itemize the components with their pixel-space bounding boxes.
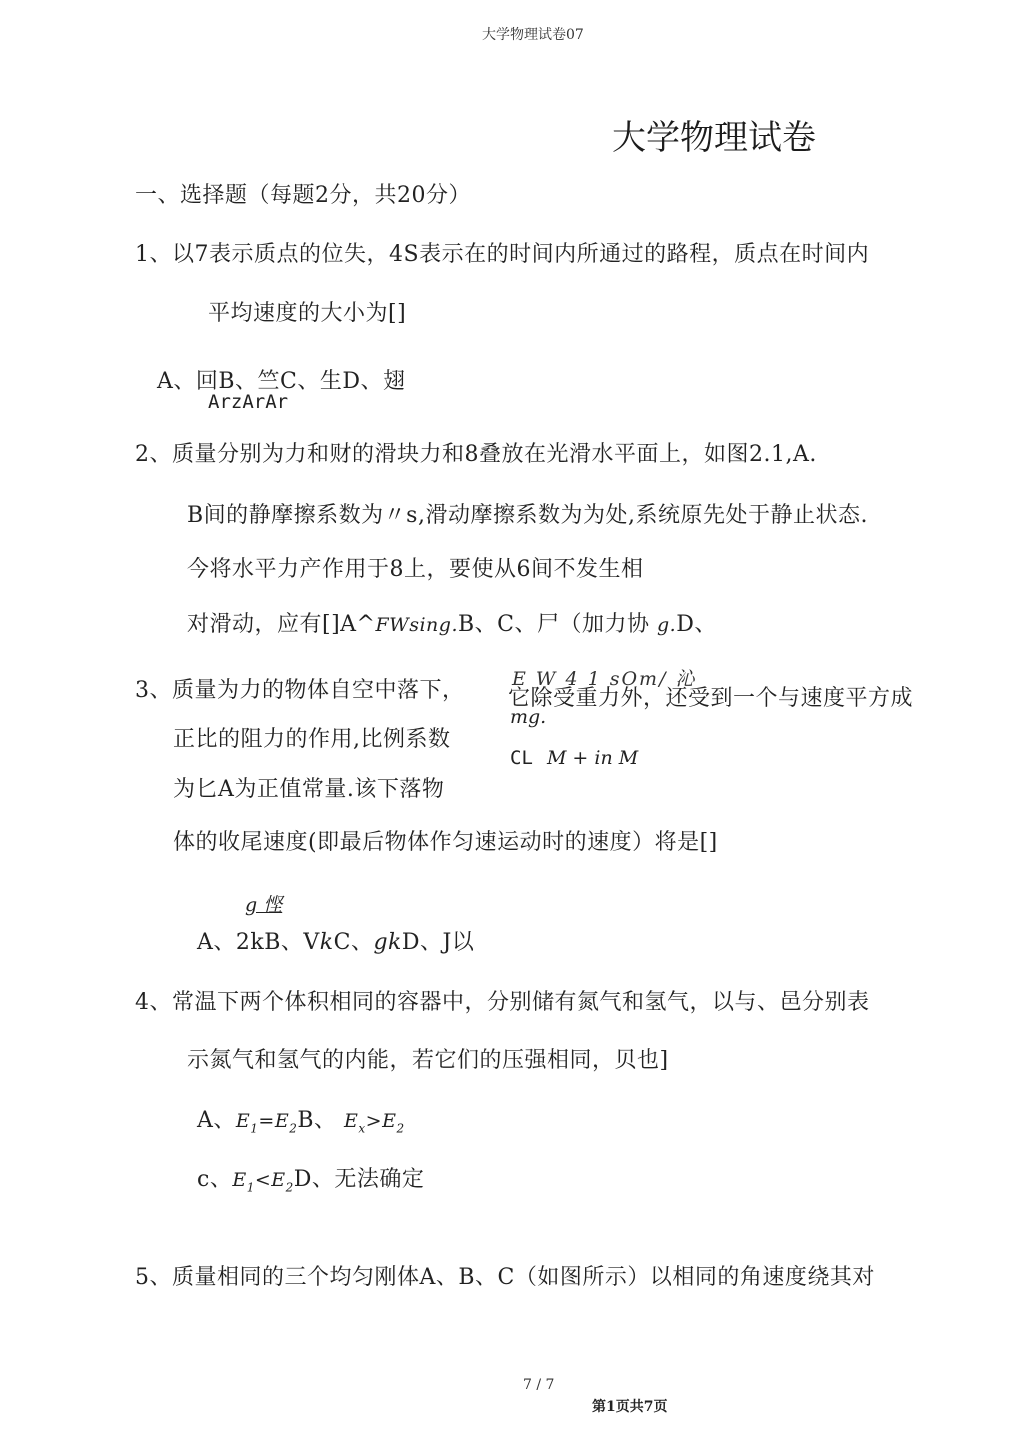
q3-cl-formula: M + in M [546,747,639,769]
q2-line4-text-e: D、 [676,612,717,637]
question-3-overlay-formula: E W 4 1 sOm/ 沁 [512,668,697,690]
q3-cl-label: CL [510,747,533,769]
q4a-s1: 1 [250,1121,259,1136]
q4a-e1: E [235,1110,251,1132]
q4a-prefix: A、 [197,1108,236,1133]
question-2-line-1: 2、质量分别为力和财的滑块力和8叠放在光滑水平面上，如图2.1,A. [135,442,817,467]
q2-line4-formula-a: FWsing. [375,614,458,636]
q4c-lt: <E [254,1169,286,1191]
q4c-d: D、无法确定 [293,1167,425,1192]
q3-opt-k: k [319,930,334,955]
q4c-e1: E [232,1169,247,1191]
question-1-options: A、回B、竺C、生D、翅 [157,369,406,394]
question-4-line-1: 4、常温下两个体积相同的容器中，分别储有氮气和氢气，以与、邑分别表 [135,990,870,1015]
question-4-option-c [197,1162,424,1194]
question-1-line-1: 1、以7表示质点的位失，4S表示在的时间内所通过的路程，质点在时间内 [135,242,870,267]
q3-opt-b: C、 [333,930,374,955]
question-3-cl [510,747,638,769]
q3-opt-d: D、J以 [401,930,475,955]
question-3-line-4: 体的收尾速度(即最后物体作匀速运动时的速度）将是[] [173,830,718,855]
q4c-s1: 1 [246,1180,255,1195]
q4a-b: B、 [297,1108,337,1133]
page-title: 大学物理试卷 [612,118,816,158]
q4c-s2: 2 [285,1180,294,1195]
q4a-ex: E [344,1110,359,1132]
question-3-line-1b: 它除受重力外，还受到一个与速度平方成 [508,686,914,711]
question-4-option-a [197,1103,405,1135]
question-3-line-2: 正比的阻力的作用,比例系数 [173,727,451,752]
q2-line4-text-c: B、C、尸（加力协 [457,612,650,637]
question-4-line-2: 示氮气和氢气的内能，若它们的压强相同，贝也] [187,1048,669,1073]
question-2-line-2: B间的静摩擦系数为〃s,滑动摩擦系数为为处,系统原先处于静止状态. [187,503,868,528]
q3-opt-gk: gk [373,930,402,955]
question-3-mg: mg. [510,706,547,728]
q4a-gt: >E [365,1110,397,1132]
q4a-sx: x [358,1121,366,1136]
question-3-line-1a: 3、质量为力的物体自空中落下， [135,678,465,703]
question-2-line-4 [187,607,717,638]
q4a-s2: 2 [289,1121,298,1136]
q2-line4-text-a: 对滑动，应有[]A^ [187,612,376,637]
q4a-eq: =E [258,1110,290,1132]
question-1-options-sub: ArzArAr [208,391,289,413]
q2-line4-formula-b: g. [657,614,677,636]
running-header: 大学物理试卷07 [482,27,584,43]
section-heading: 一、选择题（每题2分，共20分） [135,183,471,208]
question-1-line-2: 平均速度的大小为[] [208,301,407,326]
question-5-line-1: 5、质量相同的三个均匀刚体A、B、C（如图所示）以相同的角速度绕其对 [135,1265,875,1290]
q4a-s3: 2 [396,1121,405,1136]
question-3-g-label: g 悭 [245,894,283,916]
page-number-label: 第1页共7页 [592,1399,668,1415]
question-3-options [197,925,474,956]
q4c-prefix: c、 [197,1167,233,1192]
page-ratio: 7 / 7 [523,1377,555,1393]
question-2-line-3: 今将水平力产作用于8上，要使从6间不发生相 [187,557,644,582]
q3-opt-a: A、2kB、V [197,930,320,955]
question-3-line-3: 为匕A为正值常量.该下落物 [173,777,445,802]
